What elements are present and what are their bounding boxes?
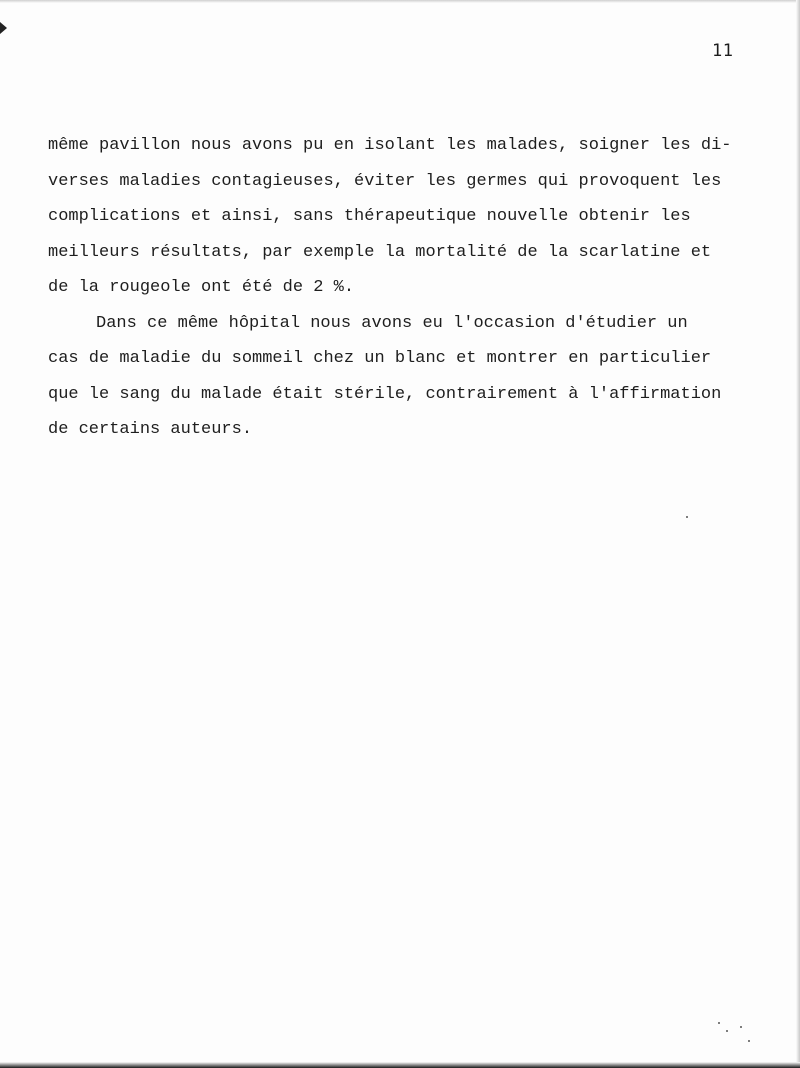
text-line: de certains auteurs. [48,420,253,439]
text-line: cas de maladie du sommeil chez un blanc et montrer en particulier [48,349,712,368]
paragraph-1 [48,128,768,306]
paragraph-2 [48,306,768,448]
scan-speck [726,1030,728,1032]
scan-speck [686,516,688,518]
text-line: meilleurs résultats, par exemple la mortalité de la scarlatine et [48,242,712,262]
page-edge-top [0,0,800,3]
text-line: même pavillon nous avons pu en isolant les malades, soigner les di- [48,136,732,155]
text-line: que le sang du malade était stérile, contrairement à l'affirmation [48,384,722,404]
scan-speck [748,1040,750,1042]
text-line: de la rougeole ont été de 2 %. [48,278,355,297]
page-number: 11 [712,41,734,61]
text-line: Dans ce même hôpital nous avons eu l'occasion d'étudier un [96,313,688,333]
page-edge-right [796,0,800,1068]
scan-speck [740,1026,742,1028]
page-edge-bottom [0,1062,800,1068]
scan-speck [718,1022,720,1024]
body-text [48,128,768,448]
text-line: complications et ainsi, sans thérapeutique nouvelle obtenir les [48,207,691,226]
text-line: verses maladies contagieuses, éviter les germes qui provoquent les [48,171,722,191]
scan-corner-mark [0,22,7,34]
